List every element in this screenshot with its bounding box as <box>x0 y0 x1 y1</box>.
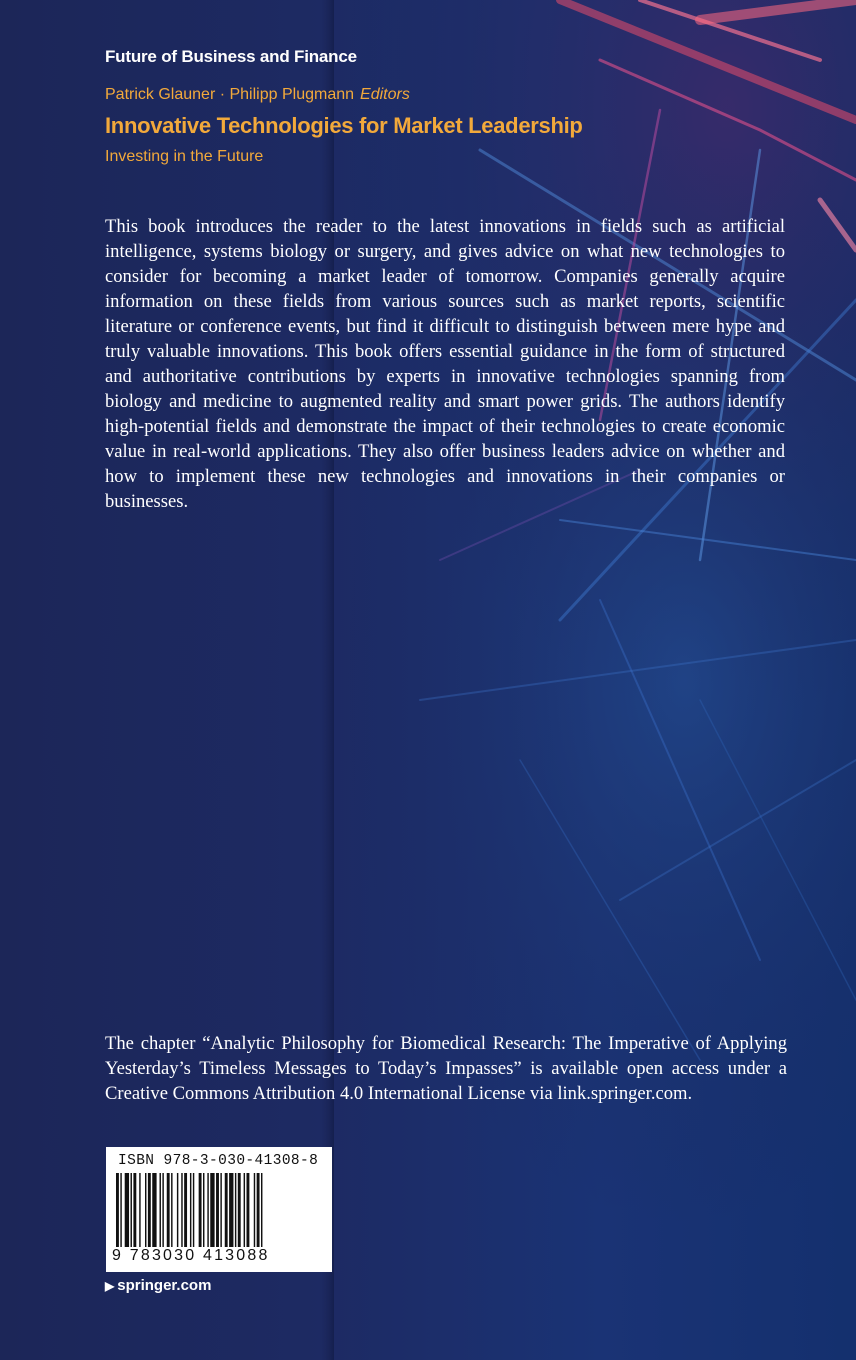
book-title: Innovative Technologies for Market Leadership <box>105 113 583 138</box>
book-subtitle: Investing in the Future <box>105 148 264 165</box>
triangle-right-icon: ▶ <box>105 1279 115 1293</box>
open-access-note: The chapter “Analytic Philosophy for Biomedical Research: The Imperative of Applying Yesterday’s Timeless Messages to Today’s Impasses” is available open access under a Creative Commons Attribution 4.0 International License via link.springer.com. <box>105 1033 787 1104</box>
series-name: Future of Business and Finance <box>105 47 357 66</box>
editors-role: Editors <box>360 86 410 103</box>
publisher-link[interactable] <box>105 1277 211 1294</box>
barcode-digits: 9 783030 413088 <box>112 1247 270 1264</box>
barcode-bars <box>116 1173 322 1247</box>
editor-names: Patrick Glauner · Philipp Plugmann <box>105 86 355 103</box>
isbn-barcode <box>106 1147 332 1272</box>
editors-line <box>105 86 410 104</box>
isbn-number: ISBN 978-3-030-41308-8 <box>118 1153 319 1169</box>
book-description: This book introduces the reader to the latest innovations in fields such as artificial intelligence, systems biology or surgery, and gives advice on what new technologies to consider for becoming a market leader of tomorrow. Companies generally acquire information on these fields from various sources such as market reports, scientific literature or conference events, but find it difficult to distinguish between mere hype and truly valuable innovations. This book offers essential guidance in the form of structured and authoritative contributions by experts in innovative technologies spanning from biology and medicine to augmented reality and smart power grids. The authors identify high-potential fields and demonstrate the impact of their technologies to create economic value in real-world applications. They also offer business leaders advice on whether and how to implement these new technologies and innovations in their companies or businesses. <box>105 216 785 512</box>
publisher-link-text: springer.com <box>117 1277 212 1294</box>
